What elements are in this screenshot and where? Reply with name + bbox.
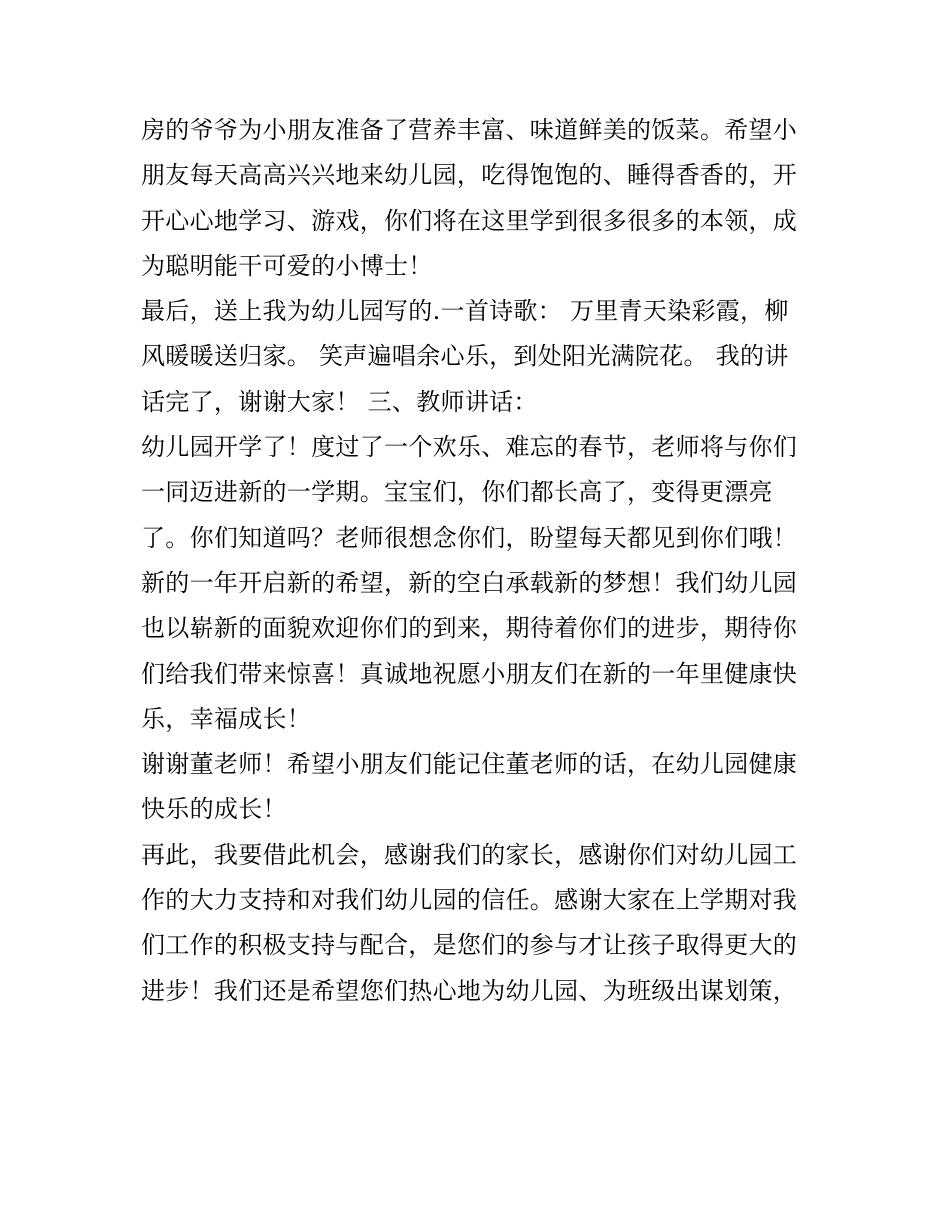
text-line: 幼儿园开学了！度过了一个欢乐、难忘的春节，老师将与你们 <box>141 433 798 462</box>
text-line: 为聪明能干可爱的小博士！ <box>141 251 433 280</box>
text-line: 也以崭新的面貌欢迎你们的到来，期待着你们的进步，期待你 <box>141 614 798 643</box>
text-line: 再此，我要借此机会，感谢我们的家长，感谢你们对幼儿园工 <box>141 840 798 869</box>
text-line: 作的大力支持和对我们幼儿园的信任。感谢大家在上学期对我 <box>141 886 798 915</box>
text-line: 谢谢董老师！希望小朋友们能记住董老师的话，在幼儿园健康 <box>141 750 798 779</box>
text-line: 们工作的积极支持与配合，是您们的参与才让孩子取得更大的 <box>141 931 798 960</box>
text-line: 一同迈进新的一学期。宝宝们，你们都长高了，变得更漂亮 <box>141 478 773 507</box>
text-line: 进步！我们还是希望您们热心地为幼儿园、为班级出谋划策， <box>141 976 798 1005</box>
text-line: 了。你们知道吗？老师很想念你们，盼望每天都见到你们哦！ <box>141 523 798 552</box>
text-line: 朋友每天高高兴兴地来幼儿园，吃得饱饱的、睡得香香的，开 <box>141 161 798 190</box>
text-line: 开心心地学习、游戏，你们将在这里学到很多很多的本领，成 <box>141 206 798 235</box>
text-line: 房的爷爷为小朋友准备了营养丰富、味道鲜美的饭菜。希望小 <box>141 116 798 144</box>
document-body <box>141 108 817 1014</box>
text-line: 新的一年开启新的希望，新的空白承载新的梦想！我们幼儿园 <box>141 568 798 597</box>
text-line: 风暖暖送归家。 笑声遍唱余心乐，到处阳光满院花。 我的讲 <box>141 342 789 371</box>
text-line: 乐，幸福成长！ <box>141 704 312 733</box>
text-line: 们给我们带来惊喜！真诚地祝愿小朋友们在新的一年里健康快 <box>141 659 798 688</box>
text-line: 最后，送上我为幼儿园写的.一首诗歌： 万里青天染彩霞，柳 <box>141 297 789 326</box>
text-line: 快乐的成长！ <box>141 795 287 824</box>
text-line: 话完了，谢谢大家！ 三、教师讲话： <box>141 387 538 416</box>
